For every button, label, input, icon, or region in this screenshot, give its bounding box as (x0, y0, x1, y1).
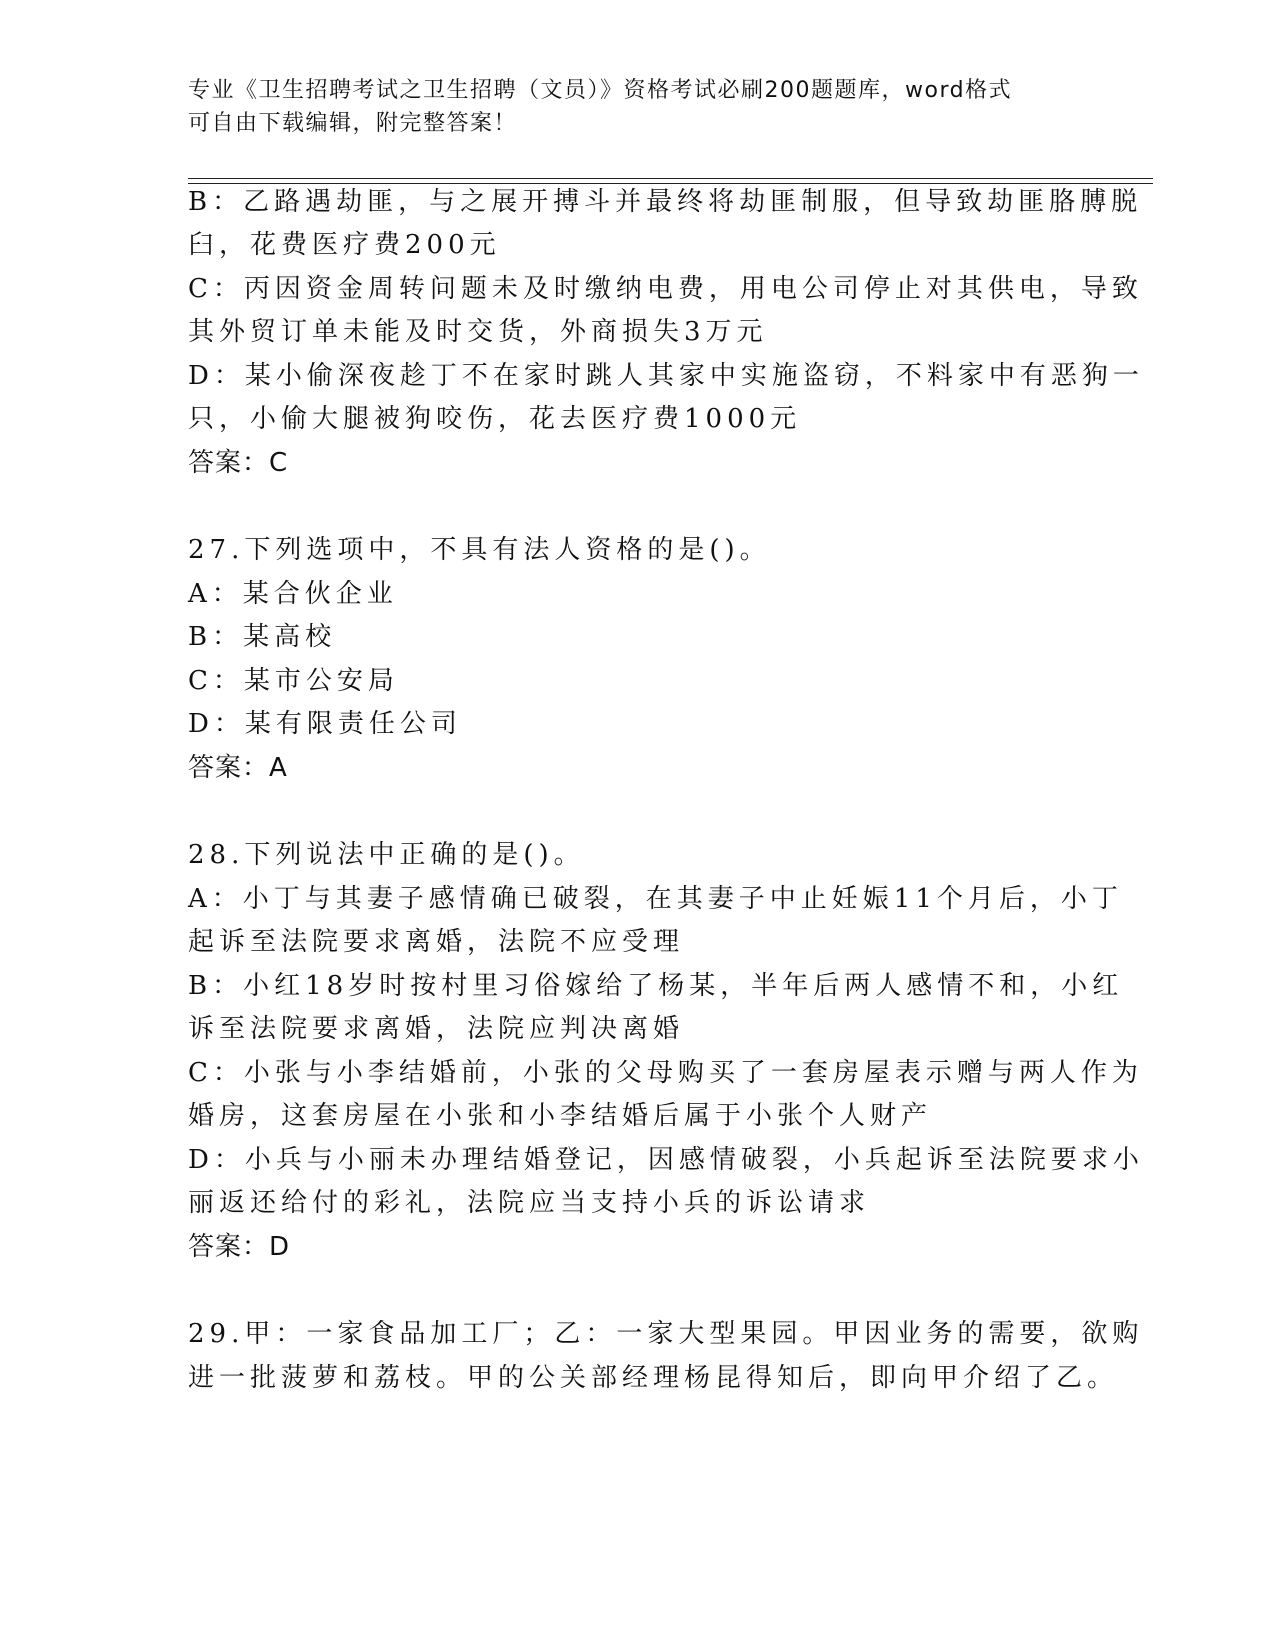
q28-option-c-line-1: C：小张与小李结婚前，小张的父母购买了一套房屋表示赠与两人作为 (188, 1058, 1143, 1088)
q26-option-d-line-1: D：某小偷深夜趁丁不在家时跳人其家中实施盗窃，不料家中有恶狗一 (188, 361, 1144, 391)
q29-stem-line-1: 29.甲：一家食品加工厂；乙：一家大型果园。甲因业务的需要，欲购 (188, 1319, 1144, 1349)
q28-option-b-line-1: B：小红18岁时按村里习俗嫁给了杨某，半年后两人感情不和，小红 (188, 971, 1124, 1001)
header-title-line-2: 可自由下载编辑，附完整答案！ (188, 111, 518, 136)
q27-option-c: C：某市公安局 (188, 666, 399, 696)
header-title-line-1: 专业《卫生招聘考试之卫生招聘（文员）》资格考试必刷200题题库，word格式 (188, 78, 1013, 103)
q28-stem: 28.下列说法中正确的是()。 (188, 840, 585, 870)
header-divider-top (188, 178, 1153, 179)
q28-option-a-line-1: A：小丁与其妻子感情确已破裂，在其妻子中止妊娠11个月后，小丁 (188, 884, 1123, 914)
q26-option-c-line-1: C：丙因资金周转问题未及时缴纳电费，用电公司停止对其供电，导致 (188, 274, 1143, 304)
q28-option-a-line-2: 起诉至法院要求离婚，法院不应受理 (188, 927, 685, 957)
q28-option-c-line-2: 婚房，这套房屋在小张和小李结婚后属于小张个人财产 (188, 1101, 933, 1131)
q26-option-d-line-2: 只，小偷大腿被狗咬伤，花去医疗费1000元 (188, 404, 802, 434)
q26-option-c-line-2: 其外贸订单未能及时交货，外商损失3万元 (188, 317, 768, 347)
q27-stem: 27.下列选项中，不具有法人资格的是()。 (188, 535, 771, 565)
q27-option-b: B：某高校 (188, 622, 337, 652)
q28-answer: 答案：D (188, 1232, 291, 1262)
page-header (188, 74, 1068, 140)
q27-answer: 答案：A (188, 753, 288, 783)
q28-option-b-line-2: 诉至法院要求离婚，法院应判决离婚 (188, 1014, 685, 1044)
q28-option-d-line-2: 丽返还给付的彩礼，法院应当支持小兵的诉讼请求 (188, 1188, 871, 1218)
q26-option-b-line-2: 臼，花费医疗费200元 (188, 230, 501, 260)
q26-option-b-line-1: B：乙路遇劫匪，与之展开搏斗并最终将劫匪制服，但导致劫匪胳膊脱 (188, 187, 1143, 217)
q27-option-a: A：某合伙企业 (188, 579, 398, 609)
q27-option-d: D：某有限责任公司 (188, 709, 462, 739)
q29-stem-line-2: 进一批菠萝和荔枝。甲的公关部经理杨昆得知后，即向甲介绍了乙。 (188, 1363, 1119, 1393)
q28-option-d-line-1: D：小兵与小丽未办理结婚登记，因感情破裂，小兵起诉至法院要求小 (188, 1145, 1144, 1175)
q26-answer: 答案：C (188, 448, 289, 478)
